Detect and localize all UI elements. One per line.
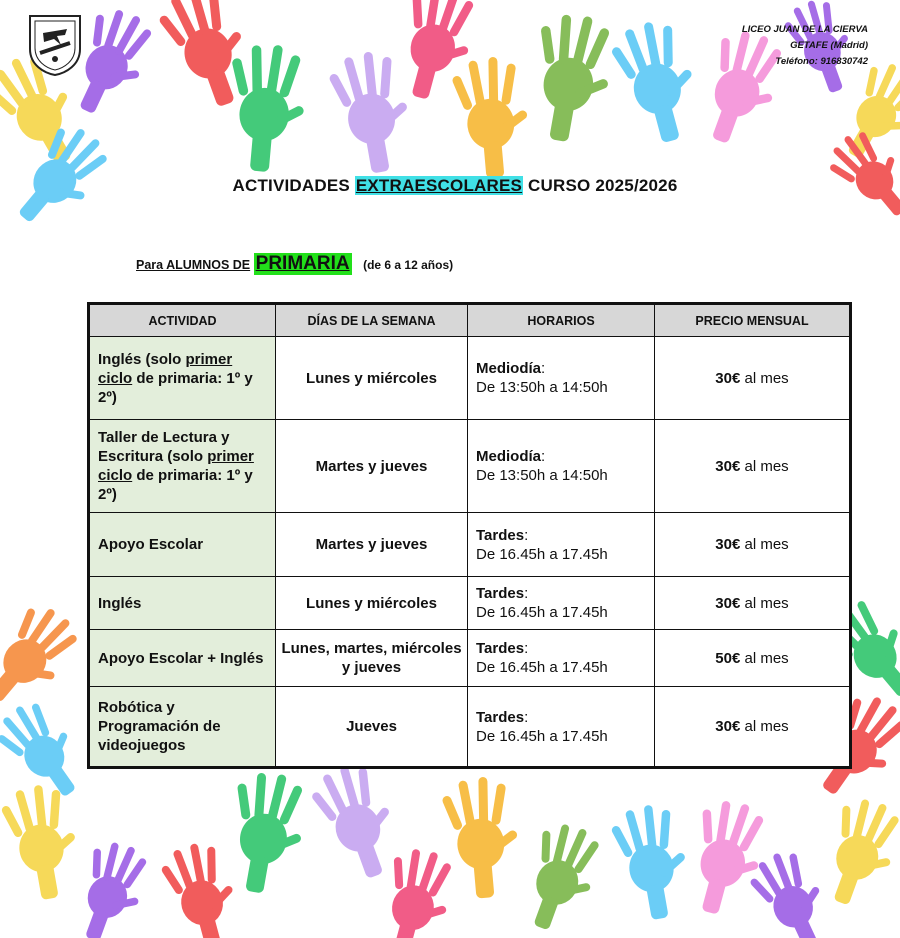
time-label: Tardes (476, 640, 525, 657)
price-amount: 30€ (715, 536, 741, 553)
time-range: De 16.45h a 17.45h (476, 604, 608, 621)
table-row (89, 630, 851, 687)
activity-cell (89, 513, 276, 577)
page-title (0, 176, 900, 196)
time-label: Mediodía (476, 360, 542, 377)
time-range: De 16.45h a 17.45h (476, 727, 608, 745)
title-highlight: EXTRAESCOLARES (355, 176, 523, 195)
hours-cell: Mediodía: De 13:50h a 14:50h (468, 420, 655, 513)
days-cell: Martes y jueves (276, 420, 468, 513)
header-hours: HORARIOS (468, 304, 655, 337)
price-amount: 30€ (715, 369, 741, 387)
hours-cell: Tardes: De 16.45h a 17.45h (468, 577, 655, 630)
price-cell (655, 513, 851, 577)
price-amount: 30€ (715, 457, 741, 475)
school-logo (26, 13, 84, 77)
table-row (89, 420, 851, 513)
price-unit: al mes (744, 369, 789, 387)
title-suffix: CURSO 2025/2026 (528, 176, 678, 195)
activity-cell (89, 577, 276, 630)
price-unit: al mes (744, 718, 789, 735)
subtitle-ages: (de 6 a 12 años) (363, 258, 454, 272)
header-days: DÍAS DE LA SEMANA (276, 304, 468, 337)
days-cell: Martes y jueves (276, 513, 468, 577)
activity-text: Taller de Lectura y Escritura (solo (98, 429, 230, 465)
activity-cell (89, 337, 276, 420)
table-row (89, 577, 851, 630)
activity-text-end: de primaria: 1º y 2º) (98, 467, 253, 503)
table-row (89, 687, 851, 768)
price-amount: 30€ (715, 718, 741, 735)
price-amount: 50€ (715, 649, 741, 667)
days-cell: Jueves (276, 687, 468, 768)
activities-table (87, 302, 852, 769)
table-header-row (89, 304, 851, 337)
activity-text: Robótica y Programación de videojuegos (98, 699, 221, 754)
time-label: Tardes (476, 526, 525, 544)
audience-subtitle (136, 253, 453, 275)
table-row (89, 337, 851, 420)
title-prefix: ACTIVIDADES (232, 176, 350, 195)
activity-text: Apoyo Escolar (98, 536, 204, 553)
activity-cell (89, 420, 276, 513)
price-amount: 30€ (715, 594, 741, 612)
price-unit: al mes (744, 649, 789, 667)
header-price: PRECIO MENSUAL (655, 304, 851, 337)
days-cell: Lunes y miércoles (276, 577, 468, 630)
time-label: Mediodía (476, 448, 542, 465)
activity-underlined: primer ciclo (98, 350, 233, 387)
time-range: De 16.45h a 17.45h (476, 659, 608, 676)
header-activity: ACTIVIDAD (89, 304, 276, 337)
activity-underlined: primer ciclo (98, 448, 254, 484)
hours-cell: Tardes: De 16.45h a 17.45h (468, 513, 655, 577)
price-cell (655, 420, 851, 513)
price-cell (655, 687, 851, 768)
price-unit: al mes (744, 536, 789, 553)
time-range: De 13:50h a 14:50h (476, 467, 608, 484)
school-name: LICEO JUAN DE LA CIERVA (741, 24, 868, 35)
activity-cell (89, 687, 276, 768)
price-cell (655, 630, 851, 687)
time-range: De 13:50h a 14:50h (476, 379, 608, 396)
school-city: GETAFE (Madrid) (790, 40, 868, 51)
price-cell (655, 337, 851, 420)
school-info (648, 22, 868, 70)
activity-text-end: de primaria: 1º y 2º) (98, 369, 253, 406)
days-cell: Lunes, martes, miércoles y jueves (276, 630, 468, 687)
subtitle-prefix: Para ALUMNOS DE (136, 258, 251, 272)
hours-cell: Mediodía: De 13:50h a 14:50h (468, 337, 655, 420)
activity-cell (89, 630, 276, 687)
time-label: Tardes (476, 585, 525, 602)
activity-text: Inglés (solo (98, 350, 186, 368)
price-unit: al mes (744, 457, 789, 475)
time-label: Tardes (476, 708, 525, 726)
school-phone: Teléfono: 916830742 (775, 56, 868, 67)
activity-text: Inglés (98, 594, 142, 612)
price-unit: al mes (744, 594, 789, 612)
hours-cell: Tardes: De 16.45h a 17.45h (468, 687, 655, 768)
price-cell (655, 577, 851, 630)
subtitle-highlight: PRIMARIA (255, 253, 350, 274)
table-row (89, 513, 851, 577)
days-cell: Lunes y miércoles (276, 337, 468, 420)
activity-text: Apoyo Escolar + Inglés (98, 649, 264, 667)
time-range: De 16.45h a 17.45h (476, 545, 608, 563)
hours-cell: Tardes: De 16.45h a 17.45h (468, 630, 655, 687)
